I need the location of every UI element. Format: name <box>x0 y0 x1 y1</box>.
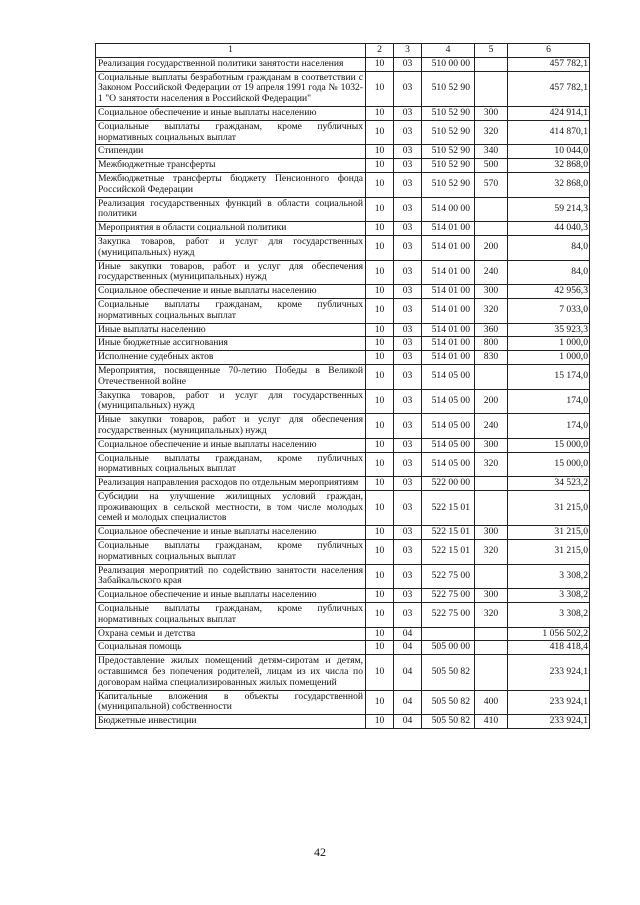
section-code-cell: 10 <box>366 655 394 690</box>
amount-cell: 15 000,0 <box>508 452 590 477</box>
subsection-code-cell: 03 <box>394 260 422 285</box>
table-row <box>96 477 590 491</box>
amount-cell: 84,0 <box>508 260 590 285</box>
subsection-code-cell: 03 <box>394 323 422 337</box>
table-row <box>96 655 590 690</box>
expense-type-cell: 320 <box>475 120 508 145</box>
subsection-code-cell: 03 <box>394 438 422 452</box>
amount-cell: 35 923,3 <box>508 323 590 337</box>
expense-type-cell: 240 <box>475 414 508 439</box>
target-article-cell: 514 01 00 <box>422 222 475 236</box>
table-row <box>96 490 590 525</box>
amount-cell: 31 215,0 <box>508 526 590 540</box>
table-row <box>96 589 590 603</box>
target-article-cell: 505 00 00 <box>422 641 475 655</box>
table-row <box>96 540 590 565</box>
item-name-cell: Исполнение судебных актов <box>96 351 366 365</box>
target-article-cell: 514 05 00 <box>422 452 475 477</box>
section-code-cell: 10 <box>366 298 394 323</box>
expense-type-cell <box>475 57 508 71</box>
subsection-code-cell: 03 <box>394 364 422 389</box>
amount-cell: 32 868,0 <box>508 172 590 197</box>
item-name-cell: Межбюджетные трансферты <box>96 159 366 173</box>
table-row <box>96 564 590 589</box>
section-code-cell: 10 <box>366 540 394 565</box>
table-row <box>96 389 590 414</box>
subsection-code-cell: 03 <box>394 222 422 236</box>
item-name-cell: Социальные выплаты гражданам, кроме публичных нормативных социальных выплат <box>96 540 366 565</box>
expense-type-cell: 360 <box>475 323 508 337</box>
subsection-code-cell: 04 <box>394 655 422 690</box>
target-article-cell: 514 05 00 <box>422 389 475 414</box>
expense-type-cell: 830 <box>475 351 508 365</box>
item-name-cell: Субсидии на улучшение жилищных условий граждан, проживающих в сельской местности, в том числе молодых семей и молодых специалистов <box>96 490 366 525</box>
table-row <box>96 641 590 655</box>
subsection-code-cell: 03 <box>394 389 422 414</box>
table-row <box>96 364 590 389</box>
item-name-cell: Социальные выплаты гражданам, кроме публичных нормативных социальных выплат <box>96 452 366 477</box>
target-article-cell: 514 05 00 <box>422 438 475 452</box>
item-name-cell: Социальное обеспечение и иные выплаты населению <box>96 285 366 299</box>
expense-type-cell: 320 <box>475 540 508 565</box>
page-number: 42 <box>314 845 326 859</box>
expense-type-cell: 300 <box>475 589 508 603</box>
section-code-cell: 10 <box>366 197 394 222</box>
header-cell: 5 <box>475 44 508 58</box>
expense-type-cell: 300 <box>475 106 508 120</box>
amount-cell: 233 924,1 <box>508 690 590 715</box>
amount-cell: 1 000,0 <box>508 337 590 351</box>
section-code-cell: 10 <box>366 627 394 641</box>
table-row <box>96 145 590 159</box>
amount-cell: 59 214,3 <box>508 197 590 222</box>
expense-type-cell <box>475 641 508 655</box>
target-article-cell: 514 01 00 <box>422 235 475 260</box>
section-code-cell: 10 <box>366 414 394 439</box>
amount-cell: 42 956,3 <box>508 285 590 299</box>
item-name-cell: Социальное обеспечение и иные выплаты населению <box>96 526 366 540</box>
target-article-cell: 514 05 00 <box>422 414 475 439</box>
subsection-code-cell: 03 <box>394 197 422 222</box>
section-code-cell: 10 <box>366 526 394 540</box>
item-name-cell: Мероприятия в области социальной политики <box>96 222 366 236</box>
item-name-cell: Иные закупки товаров, работ и услуг для обеспечения государственных (муниципальных) нужд <box>96 414 366 439</box>
expense-type-cell <box>475 564 508 589</box>
item-name-cell: Охрана семьи и детства <box>96 627 366 641</box>
item-name-cell: Иные выплаты населению <box>96 323 366 337</box>
amount-cell: 457 782,1 <box>508 57 590 71</box>
table-row <box>96 298 590 323</box>
item-name-cell: Стипендии <box>96 145 366 159</box>
amount-cell: 3 308,2 <box>508 589 590 603</box>
target-article-cell: 510 52 90 <box>422 172 475 197</box>
section-code-cell: 10 <box>366 235 394 260</box>
section-code-cell: 10 <box>366 364 394 389</box>
section-code-cell: 10 <box>366 589 394 603</box>
expense-type-cell: 300 <box>475 285 508 299</box>
subsection-code-cell: 03 <box>394 526 422 540</box>
expense-type-cell: 400 <box>475 690 508 715</box>
table-row <box>96 627 590 641</box>
section-code-cell: 10 <box>366 106 394 120</box>
expense-type-cell <box>475 222 508 236</box>
target-article-cell: 505 50 82 <box>422 715 475 729</box>
target-article-cell: 522 75 00 <box>422 589 475 603</box>
table-row <box>96 222 590 236</box>
subsection-code-cell: 03 <box>394 351 422 365</box>
item-name-cell: Социальное обеспечение и иные выплаты населению <box>96 106 366 120</box>
table-row <box>96 351 590 365</box>
expense-type-cell <box>475 655 508 690</box>
subsection-code-cell: 03 <box>394 564 422 589</box>
amount-cell: 7 033,0 <box>508 298 590 323</box>
amount-cell: 3 308,2 <box>508 603 590 628</box>
expense-type-cell <box>475 477 508 491</box>
section-code-cell: 10 <box>366 222 394 236</box>
item-name-cell: Иные бюджетные ассигнования <box>96 337 366 351</box>
expense-type-cell: 340 <box>475 145 508 159</box>
expense-type-cell <box>475 627 508 641</box>
target-article-cell: 505 50 82 <box>422 690 475 715</box>
target-article-cell: 514 01 00 <box>422 260 475 285</box>
subsection-code-cell: 03 <box>394 57 422 71</box>
subsection-code-cell: 03 <box>394 540 422 565</box>
item-name-cell: Реализация направления расходов по отдельным мероприятиям <box>96 477 366 491</box>
section-code-cell: 10 <box>366 389 394 414</box>
amount-cell: 3 308,2 <box>508 564 590 589</box>
item-name-cell: Иные закупки товаров, работ и услуг для обеспечения государственных (муниципальных) нужд <box>96 260 366 285</box>
section-code-cell: 10 <box>366 564 394 589</box>
amount-cell: 15 174,0 <box>508 364 590 389</box>
target-article-cell: 514 01 00 <box>422 337 475 351</box>
budget-table <box>95 43 590 729</box>
target-article-cell: 510 52 90 <box>422 159 475 173</box>
item-name-cell: Капитальные вложения в объекты государственной (муниципальной) собственности <box>96 690 366 715</box>
expense-type-cell <box>475 490 508 525</box>
table-row <box>96 235 590 260</box>
amount-cell: 32 868,0 <box>508 159 590 173</box>
expense-type-cell <box>475 71 508 106</box>
amount-cell: 233 924,1 <box>508 655 590 690</box>
subsection-code-cell: 03 <box>394 120 422 145</box>
target-article-cell: 522 15 01 <box>422 490 475 525</box>
table-body <box>96 44 590 729</box>
item-name-cell: Мероприятия, посвященные 70-летию Победы в Великой Отечественной войне <box>96 364 366 389</box>
target-article-cell: 514 05 00 <box>422 364 475 389</box>
expense-type-cell: 300 <box>475 438 508 452</box>
section-code-cell: 10 <box>366 452 394 477</box>
table-row <box>96 603 590 628</box>
item-name-cell: Социальные выплаты гражданам, кроме публичных нормативных социальных выплат <box>96 120 366 145</box>
target-article-cell: 514 01 00 <box>422 298 475 323</box>
section-code-cell: 10 <box>366 145 394 159</box>
subsection-code-cell: 03 <box>394 298 422 323</box>
target-article-cell: 514 00 00 <box>422 197 475 222</box>
amount-cell: 34 523,2 <box>508 477 590 491</box>
table-row <box>96 106 590 120</box>
subsection-code-cell: 03 <box>394 71 422 106</box>
target-article-cell: 510 00 00 <box>422 57 475 71</box>
table-row <box>96 120 590 145</box>
table-row <box>96 323 590 337</box>
item-name-cell: Социальная помощь <box>96 641 366 655</box>
section-code-cell: 10 <box>366 351 394 365</box>
section-code-cell: 10 <box>366 159 394 173</box>
item-name-cell: Социальное обеспечение и иные выплаты населению <box>96 438 366 452</box>
target-article-cell: 522 15 01 <box>422 526 475 540</box>
subsection-code-cell: 03 <box>394 477 422 491</box>
subsection-code-cell: 03 <box>394 285 422 299</box>
target-article-cell: 510 52 90 <box>422 106 475 120</box>
target-article-cell: 514 01 00 <box>422 285 475 299</box>
section-code-cell: 10 <box>366 285 394 299</box>
expense-type-cell: 320 <box>475 298 508 323</box>
amount-cell: 31 215,0 <box>508 540 590 565</box>
header-cell: 4 <box>422 44 475 58</box>
subsection-code-cell: 03 <box>394 490 422 525</box>
expense-type-cell: 200 <box>475 235 508 260</box>
item-name-cell: Реализация мероприятий по содействию занятости населения Забайкальского края <box>96 564 366 589</box>
amount-cell: 174,0 <box>508 389 590 414</box>
table-row <box>96 285 590 299</box>
header-cell: 3 <box>394 44 422 58</box>
expense-type-cell: 570 <box>475 172 508 197</box>
subsection-code-cell: 03 <box>394 414 422 439</box>
section-code-cell: 10 <box>366 323 394 337</box>
amount-cell: 418 418,4 <box>508 641 590 655</box>
item-name-cell: Социальное обеспечение и иные выплаты населению <box>96 589 366 603</box>
subsection-code-cell: 03 <box>394 106 422 120</box>
table-row <box>96 57 590 71</box>
amount-cell: 1 000,0 <box>508 351 590 365</box>
expense-type-cell <box>475 197 508 222</box>
subsection-code-cell: 03 <box>394 145 422 159</box>
expense-type-cell <box>475 364 508 389</box>
item-name-cell: Предоставление жилых помещений детям-сиротам и детям, оставшимся без попечения родителей, лицам из их числа по договорам найма специализированных жилых помещений <box>96 655 366 690</box>
section-code-cell: 10 <box>366 260 394 285</box>
target-article-cell: 522 75 00 <box>422 564 475 589</box>
amount-cell: 31 215,0 <box>508 490 590 525</box>
subsection-code-cell: 03 <box>394 235 422 260</box>
target-article-cell: 514 01 00 <box>422 323 475 337</box>
header-cell: 2 <box>366 44 394 58</box>
subsection-code-cell: 03 <box>394 159 422 173</box>
expense-type-cell: 240 <box>475 260 508 285</box>
section-code-cell: 10 <box>366 477 394 491</box>
section-code-cell: 10 <box>366 172 394 197</box>
header-row <box>96 44 590 58</box>
target-article-cell: 510 52 90 <box>422 145 475 159</box>
subsection-code-cell: 03 <box>394 603 422 628</box>
table-row <box>96 260 590 285</box>
subsection-code-cell: 04 <box>394 641 422 655</box>
subsection-code-cell: 04 <box>394 627 422 641</box>
amount-cell: 233 924,1 <box>508 715 590 729</box>
expense-type-cell: 200 <box>475 389 508 414</box>
section-code-cell: 10 <box>366 715 394 729</box>
amount-cell: 84,0 <box>508 235 590 260</box>
amount-cell: 44 040,3 <box>508 222 590 236</box>
subsection-code-cell: 03 <box>394 172 422 197</box>
amount-cell: 1 056 502,2 <box>508 627 590 641</box>
section-code-cell: 10 <box>366 337 394 351</box>
item-name-cell: Межбюджетные трансферты бюджету Пенсионного фонда Российской Федерации <box>96 172 366 197</box>
table-row <box>96 159 590 173</box>
target-article-cell: 522 15 01 <box>422 540 475 565</box>
target-article-cell <box>422 627 475 641</box>
section-code-cell: 10 <box>366 57 394 71</box>
target-article-cell: 510 52 90 <box>422 71 475 106</box>
target-article-cell: 510 52 90 <box>422 120 475 145</box>
section-code-cell: 10 <box>366 641 394 655</box>
subsection-code-cell: 03 <box>394 589 422 603</box>
section-code-cell: 10 <box>366 603 394 628</box>
item-name-cell: Реализация государственной политики занятости населения <box>96 57 366 71</box>
amount-cell: 10 044,0 <box>508 145 590 159</box>
item-name-cell: Закупка товаров, работ и услуг для государственных (муниципальных) нужд <box>96 389 366 414</box>
item-name-cell: Социальные выплаты безработным гражданам в соответствии с Законом Российской Федерации от 19 апреля 1991 года № 1032-1 "О занятости населения в Российской Федерации" <box>96 71 366 106</box>
item-name-cell: Социальные выплаты гражданам, кроме публичных нормативных социальных выплат <box>96 603 366 628</box>
amount-cell: 174,0 <box>508 414 590 439</box>
item-name-cell: Закупка товаров, работ и услуг для государственных (муниципальных) нужд <box>96 235 366 260</box>
table-row <box>96 690 590 715</box>
section-code-cell: 10 <box>366 120 394 145</box>
target-article-cell: 522 00 00 <box>422 477 475 491</box>
subsection-code-cell: 04 <box>394 690 422 715</box>
amount-cell: 15 000,0 <box>508 438 590 452</box>
amount-cell: 457 782,1 <box>508 71 590 106</box>
item-name-cell: Социальные выплаты гражданам, кроме публичных нормативных социальных выплат <box>96 298 366 323</box>
target-article-cell: 522 75 00 <box>422 603 475 628</box>
amount-cell: 424 914,1 <box>508 106 590 120</box>
table-row <box>96 197 590 222</box>
section-code-cell: 10 <box>366 490 394 525</box>
expense-type-cell: 300 <box>475 526 508 540</box>
subsection-code-cell: 04 <box>394 715 422 729</box>
section-code-cell: 10 <box>366 71 394 106</box>
expense-type-cell: 410 <box>475 715 508 729</box>
expense-type-cell: 800 <box>475 337 508 351</box>
expense-type-cell: 320 <box>475 452 508 477</box>
table-row <box>96 414 590 439</box>
table-row <box>96 337 590 351</box>
table-row <box>96 438 590 452</box>
subsection-code-cell: 03 <box>394 337 422 351</box>
item-name-cell: Бюджетные инвестиции <box>96 715 366 729</box>
expense-type-cell: 320 <box>475 603 508 628</box>
target-article-cell: 514 01 00 <box>422 351 475 365</box>
table-row <box>96 452 590 477</box>
section-code-cell: 10 <box>366 690 394 715</box>
expense-type-cell: 500 <box>475 159 508 173</box>
target-article-cell: 505 50 82 <box>422 655 475 690</box>
amount-cell: 414 870,1 <box>508 120 590 145</box>
table-row <box>96 71 590 106</box>
table-row <box>96 172 590 197</box>
header-cell: 1 <box>96 44 366 58</box>
table-row <box>96 715 590 729</box>
section-code-cell: 10 <box>366 438 394 452</box>
item-name-cell: Реализация государственных функций в области социальной политики <box>96 197 366 222</box>
subsection-code-cell: 03 <box>394 452 422 477</box>
header-cell: 6 <box>508 44 590 58</box>
table-row <box>96 526 590 540</box>
